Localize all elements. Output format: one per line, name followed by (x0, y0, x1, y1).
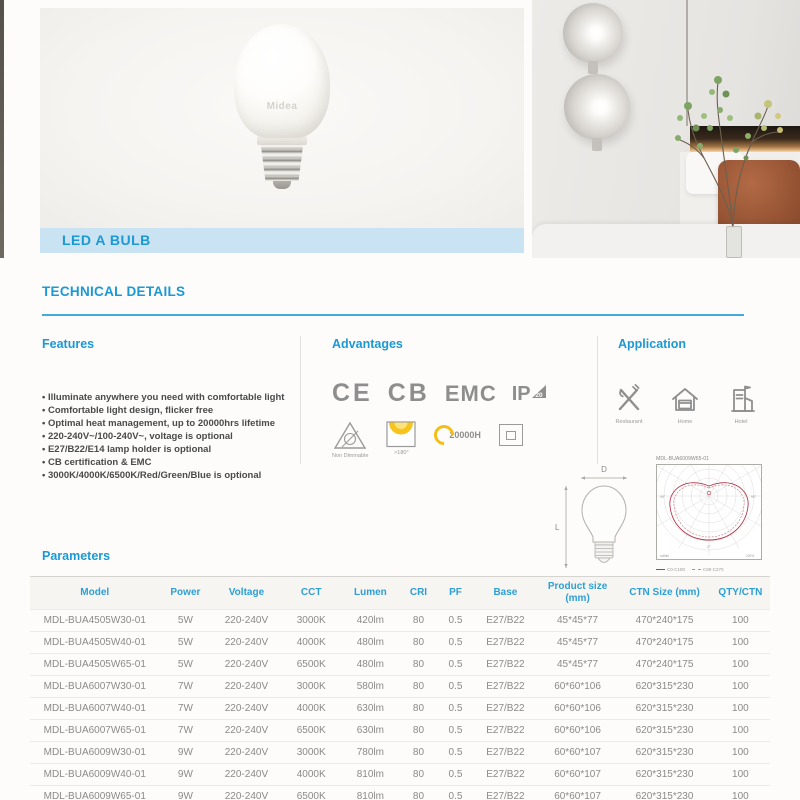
table-cell: 4000K (282, 632, 341, 654)
table-cell: 80 (400, 698, 437, 720)
legend-dash-icon (692, 569, 701, 570)
restaurant-icon (613, 383, 645, 415)
table-cell: 810lm (341, 764, 400, 786)
emc-mark: EMC (444, 380, 497, 406)
table-cell: 470*240*175 (618, 632, 711, 654)
feature-item: • CB certification & EMC (42, 456, 306, 469)
table-cell: 470*240*175 (618, 610, 711, 632)
wall-lamp-bracket (588, 61, 598, 74)
lifetime-icon (434, 421, 481, 449)
ip-triangle-icon (531, 384, 547, 399)
legend-label: C0-C180 (667, 567, 686, 572)
feature-item: • 220-240V~/100-240V~, voltage is optional (42, 430, 306, 443)
table-cell: 100 (711, 764, 770, 786)
dimension-diagram (552, 462, 648, 574)
table-cell: 100 (711, 742, 770, 764)
ip-rating: 20 (535, 391, 543, 399)
table-cell: 9W (160, 742, 212, 764)
table-cell: 780lm (341, 742, 400, 764)
table-cell: 620*315*230 (618, 720, 711, 742)
wall-lamp-top (563, 3, 623, 63)
table-cell: 0.5 (437, 610, 474, 632)
table-cell: 7W (160, 698, 212, 720)
table-cell: 620*315*230 (618, 698, 711, 720)
table-cell: 5W (160, 632, 212, 654)
table-cell: 7W (160, 720, 212, 742)
feature-item: • 3000K/4000K/6500K/Red/Green/Blue is optional (42, 469, 306, 482)
bulb-illustration (234, 24, 330, 189)
column-header: QTY/CTN (711, 577, 770, 610)
column-divider (300, 336, 301, 464)
legend-entry (692, 567, 724, 572)
application-label: Home (677, 419, 693, 425)
beam-angle-icon (386, 421, 416, 448)
badge-label: >180° (394, 450, 409, 456)
table-cell: 45*45*77 (537, 610, 618, 632)
table-cell: 480lm (341, 632, 400, 654)
parameters-table (30, 576, 770, 800)
table-cell: 80 (400, 742, 437, 764)
features-section (42, 337, 306, 482)
advantage-badges (332, 421, 582, 459)
table-cell: MDL-BUA4505W40-01 (30, 632, 160, 654)
table-cell: 80 (400, 720, 437, 742)
class-ii-inner-square (506, 431, 516, 440)
application-hotel (716, 383, 766, 425)
product-photo (40, 8, 524, 228)
column-header: Product size (mm) (537, 577, 618, 610)
table-cell: 420lm (341, 610, 400, 632)
advantages-section (332, 337, 582, 459)
bulb-screw-base (259, 145, 305, 181)
table-cell: 100 (711, 676, 770, 698)
table-cell: 100 (711, 720, 770, 742)
table-cell: 630lm (341, 698, 400, 720)
advantages-title: Advantages (332, 337, 403, 351)
photometric-diagram (656, 456, 764, 572)
table-cell: MDL-BUA6007W65-01 (30, 720, 160, 742)
table-cell: 480lm (341, 654, 400, 676)
table-cell: 45*45*77 (537, 654, 618, 676)
table-cell: 7W (160, 676, 212, 698)
feature-item: • Illuminate anywhere you need with comfortable light (42, 391, 306, 404)
table-cell: 60*60*107 (537, 786, 618, 800)
table-cell: 60*60*107 (537, 742, 618, 764)
table-cell: 80 (400, 676, 437, 698)
photometric-chart (656, 464, 762, 560)
table-cell: MDL-BUA6009W30-01 (30, 742, 160, 764)
table-cell: E27/B22 (474, 742, 537, 764)
lifestyle-photo (532, 0, 800, 258)
legend-entry (656, 567, 685, 572)
home-icon (668, 383, 702, 415)
table-cell: E27/B22 (474, 720, 537, 742)
table-cell: E27/B22 (474, 786, 537, 800)
table-row (30, 786, 770, 800)
column-header: CCT (282, 577, 341, 610)
application-label: Hotel (734, 419, 748, 425)
table-cell: 580lm (341, 676, 400, 698)
wall-lamp-bottom (564, 74, 630, 140)
bulb-glass (234, 24, 330, 138)
table-cell: 220-240V (211, 742, 281, 764)
lifetime-arc-icon (430, 421, 458, 449)
table-cell: E27/B22 (474, 676, 537, 698)
column-header: Voltage (211, 577, 281, 610)
table-cell: 0.5 (437, 632, 474, 654)
lifetime-hours: 20000H (449, 430, 481, 440)
table-cell: MDL-BUA4505W65-01 (30, 654, 160, 676)
table-cell: 100 (711, 786, 770, 800)
table-cell: E27/B22 (474, 654, 537, 676)
table-cell: 0.5 (437, 654, 474, 676)
table-cell: 80 (400, 764, 437, 786)
table-cell: 470*240*175 (618, 654, 711, 676)
table-cell: 220-240V (211, 632, 281, 654)
angle-right-label: 90° (751, 495, 757, 499)
table-cell: 100 (711, 698, 770, 720)
table-cell: 6500K (282, 786, 341, 800)
parameters-header-row (30, 577, 770, 610)
table-cell: 80 (400, 610, 437, 632)
table-row (30, 654, 770, 676)
product-category-banner (40, 228, 524, 253)
table-cell: MDL-BUA6007W40-01 (30, 698, 160, 720)
column-header: CTN Size (mm) (618, 577, 711, 610)
column-header: Lumen (341, 577, 400, 610)
legend-line-icon (656, 569, 665, 570)
table-cell: 3000K (282, 676, 341, 698)
table-cell: 6500K (282, 654, 341, 676)
table-cell: 630lm (341, 720, 400, 742)
table-row (30, 610, 770, 632)
ip20-mark (512, 384, 547, 404)
class-ii-icon (499, 424, 523, 446)
application-items (604, 383, 774, 425)
table-cell: MDL-BUA6009W40-01 (30, 764, 160, 786)
table-cell: E27/B22 (474, 610, 537, 632)
table-cell: 620*315*230 (618, 676, 711, 698)
features-list (42, 391, 306, 482)
table-cell: 5W (160, 610, 212, 632)
cb-mark: CB (387, 379, 430, 407)
table-cell: 220-240V (211, 654, 281, 676)
table-cell: 810lm (341, 786, 400, 800)
application-restaurant (604, 383, 654, 425)
table-cell: 5W (160, 654, 212, 676)
brand-logo: Midea (266, 101, 298, 112)
lifetime-badge (434, 421, 481, 449)
class-ii-badge (499, 421, 523, 446)
section-divider (42, 314, 744, 316)
beam-angle-badge (386, 421, 416, 456)
table-row (30, 698, 770, 720)
dimension-l-label: L (555, 523, 560, 532)
application-title: Application (618, 337, 687, 351)
table-cell: 620*315*230 (618, 742, 711, 764)
table-cell: E27/B22 (474, 632, 537, 654)
table-cell: E27/B22 (474, 698, 537, 720)
table-cell: MDL-BUA4505W30-01 (30, 610, 160, 632)
table-cell: 0.5 (437, 742, 474, 764)
vase (726, 226, 742, 258)
unit-left-label: cd/klm (660, 554, 670, 558)
table-row (30, 632, 770, 654)
column-header: Base (474, 577, 537, 610)
application-label: Restaurant (615, 419, 643, 425)
column-header: Model (30, 577, 160, 610)
table-cell: 220-240V (211, 786, 281, 800)
photometric-title: MDL-BUA6009W65-01 (656, 456, 710, 462)
table-cell: 3000K (282, 610, 341, 632)
table-cell: MDL-BUA6009W65-01 (30, 786, 160, 800)
table-cell: E27/B22 (474, 764, 537, 786)
table-row (30, 764, 770, 786)
angle-left-label: 90° (660, 495, 666, 499)
photometric-legend (656, 567, 764, 572)
table-cell: 9W (160, 786, 212, 800)
dimension-d-label: D (601, 465, 607, 474)
badge-label: Non Dimmable (332, 453, 369, 459)
technical-details-title: TECHNICAL DETAILS (42, 284, 186, 299)
hotel-icon (725, 383, 757, 415)
table-cell: 0.5 (437, 676, 474, 698)
page-edge-strip (0, 0, 4, 258)
table-cell: 220-240V (211, 610, 281, 632)
application-home (660, 383, 710, 425)
column-divider (597, 336, 598, 464)
table-cell: 0.5 (437, 698, 474, 720)
table-cell: 80 (400, 786, 437, 800)
table-cell: 3000K (282, 742, 341, 764)
ip-prefix: IP (511, 382, 531, 405)
table-cell: 80 (400, 632, 437, 654)
legend-label: C90-C270 (703, 567, 724, 572)
table-cell: MDL-BUA6007W30-01 (30, 676, 160, 698)
ce-mark: CE (332, 379, 373, 407)
angle-bottom-label: 0° (707, 545, 711, 549)
table-cell: 100 (711, 654, 770, 676)
features-title: Features (42, 337, 95, 351)
column-header: PF (437, 577, 474, 610)
table-cell: 45*45*77 (537, 632, 618, 654)
column-header: CRI (400, 577, 437, 610)
non-dimmable-icon (333, 421, 367, 451)
table-row (30, 742, 770, 764)
non-dimmable-badge (332, 421, 368, 459)
table-cell: 0.5 (437, 786, 474, 800)
certification-marks (332, 381, 582, 406)
table-cell: 60*60*106 (537, 676, 618, 698)
table-cell: 220-240V (211, 720, 281, 742)
table-cell: 9W (160, 764, 212, 786)
table-cell: 100 (711, 610, 770, 632)
table-cell: 0.5 (437, 720, 474, 742)
table-cell: 220-240V (211, 676, 281, 698)
feature-item: • E27/B22/E14 lamp holder is optional (42, 443, 306, 456)
table-cell: 4000K (282, 764, 341, 786)
table-cell: 60*60*106 (537, 698, 618, 720)
table-cell: 220-240V (211, 698, 281, 720)
table-row (30, 676, 770, 698)
parameters-title: Parameters (42, 549, 111, 563)
table-cell: 620*315*230 (618, 764, 711, 786)
table-cell: 620*315*230 (618, 786, 711, 800)
table-cell: 80 (400, 654, 437, 676)
wall-lamp-bracket (592, 138, 602, 151)
banner-title: LED A BULB (62, 232, 151, 248)
table-cell: 220-240V (211, 764, 281, 786)
feature-item: • Comfortable light design, flicker free (42, 404, 306, 417)
table-cell: 0.5 (437, 764, 474, 786)
bulb-contact-tip (273, 180, 291, 189)
parameters-table-body (30, 610, 770, 800)
feature-item: • Optimal heat management, up to 20000hrs lifetime (42, 417, 306, 430)
table-cell: 60*60*107 (537, 764, 618, 786)
table-cell: 6500K (282, 720, 341, 742)
application-section (604, 337, 774, 425)
unit-right-label: 100% (746, 554, 755, 558)
table-row (30, 720, 770, 742)
table-cell: 100 (711, 632, 770, 654)
table-cell: 4000K (282, 698, 341, 720)
column-header: Power (160, 577, 212, 610)
table-cell: 60*60*106 (537, 720, 618, 742)
